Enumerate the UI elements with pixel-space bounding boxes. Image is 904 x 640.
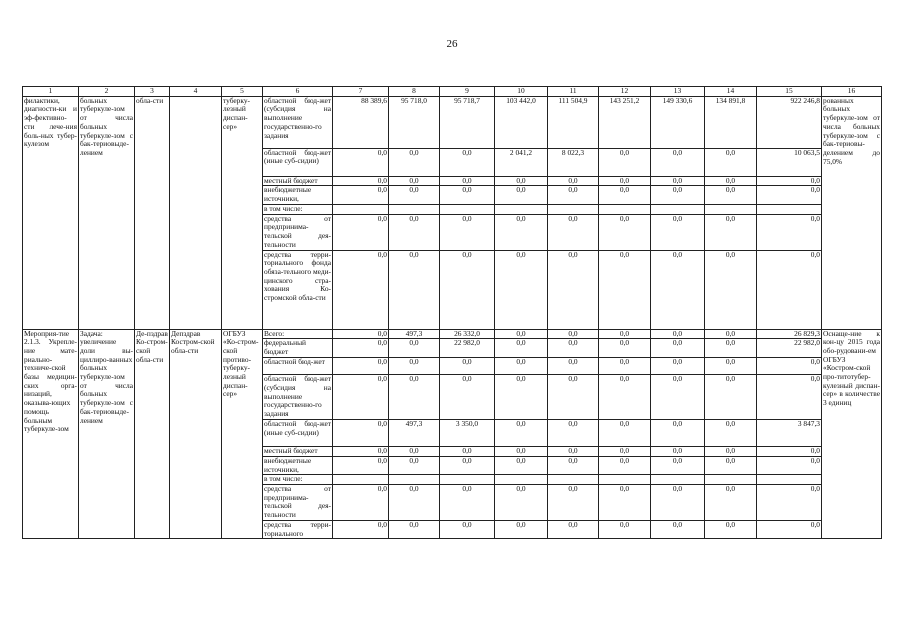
value-cell: 0,0 [599,250,651,329]
funding-source-label: внебюджетные источники, [263,186,333,204]
value-cell: 0,0 [757,447,822,457]
column-header: 6 [263,87,333,97]
value-cell: 26 829,3 [757,329,822,339]
value-cell [757,475,822,485]
funding-source-label: средства от предпринима-тельской дея-тельности [264,484,331,520]
value-cell: 0,0 [495,447,548,457]
value-cell: 95 718,7 [440,96,495,148]
value-cell: 0,0 [389,521,440,539]
cell-c3: Де-пздрав Ко-стром-ской обла-сти [135,329,170,539]
column-header: 14 [705,87,757,97]
value-cell: 0,0 [548,339,599,358]
column-header: 15 [757,87,822,97]
funding-source-label: внебюджетные источники, [263,456,333,474]
value-cell: 0,0 [757,521,822,539]
value-cell: 0,0 [333,339,389,358]
value-cell: 0,0 [548,358,599,375]
value-cell: 3 350,0 [440,420,495,447]
value-cell: 0,0 [333,329,389,339]
value-cell: 0,0 [757,456,822,474]
value-cell: 0,0 [651,447,705,457]
value-cell: 2 041,2 [495,148,548,176]
value-cell: 0,0 [651,358,705,375]
value-cell: 0,0 [651,329,705,339]
value-cell: 0,0 [548,214,599,250]
value-cell: 0,0 [389,186,440,204]
value-cell: 0,0 [495,485,548,521]
value-cell: 0,0 [599,375,651,420]
value-cell: 0,0 [651,148,705,176]
value-cell: 922 246,8 [757,96,822,148]
funding-source-label: областной бюд-жет [263,358,333,375]
funding-source-label: местный бюджет [263,176,333,186]
value-cell [333,475,389,485]
table-row [23,96,882,148]
value-cell: 0,0 [495,214,548,250]
value-cell: 0,0 [651,339,705,358]
cell-c5: туберку-лезный диспан-сер» [222,96,263,329]
value-cell: 3 847,3 [757,420,822,447]
value-cell: 0,0 [651,420,705,447]
value-cell: 0,0 [705,176,757,186]
value-cell: 0,0 [495,186,548,204]
value-cell: 0,0 [599,447,651,457]
value-cell [548,475,599,485]
value-cell: 0,0 [333,447,389,457]
cell-c3: обла-сти [135,96,170,329]
value-cell: 0,0 [548,447,599,457]
cell-c1: филактики, диагности-ки и эф-фективно-сти лече-ния боль-ных тубер-кулезом [23,96,79,329]
value-cell: 0,0 [757,358,822,375]
value-cell [651,475,705,485]
value-cell: 0,0 [599,186,651,204]
value-cell: 0,0 [705,358,757,375]
value-cell: 0,0 [389,339,440,358]
value-cell: 0,0 [333,250,389,329]
value-cell: 0,0 [757,375,822,420]
value-cell: 0,0 [548,420,599,447]
value-cell: 0,0 [599,485,651,521]
table-body [23,87,882,539]
value-cell: 0,0 [705,186,757,204]
value-cell [440,204,495,214]
value-cell: 0,0 [495,250,548,329]
value-cell: 0,0 [389,176,440,186]
value-cell: 22 982,0 [757,339,822,358]
value-cell: 26 332,0 [440,329,495,339]
funding-source-label: средства терри-ториального [264,520,331,538]
value-cell: 0,0 [333,148,389,176]
value-cell: 0,0 [495,176,548,186]
value-cell: 0,0 [440,447,495,457]
value-cell: 0,0 [599,329,651,339]
value-cell: 0,0 [757,176,822,186]
page-number: 26 [446,38,458,50]
value-cell: 0,0 [705,447,757,457]
value-cell: 0,0 [757,250,822,329]
funding-source-label: областной бюд-жет (иные суб-сидии) [263,148,333,176]
value-cell: 0,0 [333,375,389,420]
value-cell: 0,0 [495,375,548,420]
value-cell: 0,0 [389,250,440,329]
column-header: 12 [599,87,651,97]
funding-source-label: федеральный бюджет [263,339,333,358]
value-cell [599,204,651,214]
value-cell [389,204,440,214]
value-cell: 0,0 [389,148,440,176]
funding-source-label: областной бюд-жет (иные суб-сидии) [263,420,333,447]
value-cell: 0,0 [705,329,757,339]
value-cell: 0,0 [651,521,705,539]
column-header: 2 [79,87,135,97]
value-cell: 0,0 [705,148,757,176]
column-header: 8 [389,87,440,97]
value-cell [599,475,651,485]
value-cell [495,475,548,485]
value-cell: 0,0 [495,358,548,375]
cell-c16: Оснаще-ние к кон-цу 2015 года обо-рудовани-ем ОГБУЗ «Костром-ской про-титотубер-кулезный диспан-сер» в количестве 3 единиц [822,329,882,539]
value-cell: 0,0 [599,456,651,474]
header-row [23,87,882,97]
value-cell: 0,0 [599,148,651,176]
funding-source-label: средства от предпринима-тельской дея-тельности [264,214,331,249]
value-cell: 0,0 [548,485,599,521]
value-cell: 0,0 [757,186,822,204]
value-cell: 103 442,0 [495,96,548,148]
value-cell: 0,0 [599,420,651,447]
value-cell: 0,0 [599,176,651,186]
value-cell: 0,0 [705,339,757,358]
value-cell: 0,0 [599,214,651,250]
value-cell: 0,0 [389,485,440,521]
value-cell: 0,0 [705,420,757,447]
column-header: 4 [170,87,222,97]
value-cell: 0,0 [333,186,389,204]
value-cell: 0,0 [440,186,495,204]
value-cell: 0,0 [757,214,822,250]
value-cell [440,475,495,485]
budget-table [22,86,882,539]
value-cell [389,475,440,485]
value-cell [651,204,705,214]
cell-c1: Мероприя-тие 2.1.3. Укрепле-ние мате-риально-техниче-ской базы медицин-ских орга-низаций, оказыва-ющих помощь больным туберкуле-зом [23,329,79,539]
value-cell: 0,0 [389,358,440,375]
value-cell: 0,0 [651,176,705,186]
column-header: 5 [222,87,263,97]
value-cell: 10 063,5 [757,148,822,176]
value-cell: 0,0 [333,358,389,375]
value-cell: 0,0 [333,176,389,186]
value-cell: 0,0 [495,456,548,474]
value-cell: 0,0 [440,521,495,539]
value-cell: 0,0 [495,339,548,358]
value-cell: 0,0 [705,250,757,329]
value-cell: 0,0 [495,329,548,339]
value-cell: 0,0 [548,521,599,539]
value-cell: 0,0 [548,250,599,329]
value-cell [495,204,548,214]
value-cell: 95 718,0 [389,96,440,148]
value-cell [333,204,389,214]
value-cell: 0,0 [757,485,822,521]
value-cell: 0,0 [440,485,495,521]
value-cell: 143 251,2 [599,96,651,148]
cell-c2: больных туберкуле-зом от числа больных туберкуле-зом с бак-териовыде-лением [79,96,135,329]
value-cell: 0,0 [389,214,440,250]
value-cell: 0,0 [548,176,599,186]
funding-source-label: средства терри-ториального фонда обяза-тельного меди-цинского стра-хования Ко-стромской обла-сти [263,250,333,329]
value-cell: 0,0 [333,420,389,447]
value-cell: 0,0 [599,339,651,358]
value-cell: 0,0 [440,214,495,250]
cell-c4: Депздрав Костром-ской обла-сти [170,329,222,539]
value-cell [705,475,757,485]
value-cell: 8 022,3 [548,148,599,176]
value-cell: 0,0 [651,485,705,521]
funding-source-label: областной бюд-жет (субсидия на выполнение государственно-го задания [263,96,333,148]
value-cell: 134 891,8 [705,96,757,148]
value-cell: 0,0 [389,456,440,474]
value-cell: 0,0 [333,214,389,250]
value-cell: 0,0 [495,420,548,447]
value-cell: 0,0 [705,485,757,521]
value-cell [705,204,757,214]
value-cell: 0,0 [599,358,651,375]
column-header: 11 [548,87,599,97]
value-cell: 0,0 [389,375,440,420]
value-cell: 497,3 [389,329,440,339]
value-cell: 0,0 [651,456,705,474]
value-cell: 0,0 [548,186,599,204]
funding-source-label: в том числе: [263,475,333,485]
value-cell: 0,0 [495,521,548,539]
value-cell: 149 330,6 [651,96,705,148]
value-cell: 0,0 [548,329,599,339]
funding-source-label: областной бюд-жет (субсидия на выполнение государственно-го задания [264,374,331,419]
value-cell: 88 389,6 [333,96,389,148]
value-cell: 0,0 [548,456,599,474]
column-header: 10 [495,87,548,97]
value-cell: 0,0 [440,250,495,329]
value-cell: 111 504,9 [548,96,599,148]
value-cell: 0,0 [651,214,705,250]
value-cell [757,204,822,214]
value-cell: 0,0 [705,521,757,539]
cell-c4 [170,96,222,329]
value-cell: 0,0 [705,214,757,250]
value-cell: 0,0 [651,250,705,329]
value-cell: 0,0 [599,521,651,539]
column-header: 16 [822,87,882,97]
value-cell: 497,3 [389,420,440,447]
value-cell: 0,0 [651,186,705,204]
value-cell: 0,0 [440,456,495,474]
value-cell: 0,0 [333,521,389,539]
value-cell: 0,0 [389,447,440,457]
funding-source-label: местный бюджет [263,447,333,457]
column-header: 9 [440,87,495,97]
column-header: 1 [23,87,79,97]
value-cell: 0,0 [705,375,757,420]
value-cell: 0,0 [651,375,705,420]
funding-source-label: Всего: [263,329,333,339]
value-cell [548,204,599,214]
value-cell: 22 982,0 [440,339,495,358]
table-row [23,329,882,339]
value-cell: 0,0 [705,456,757,474]
column-header: 7 [333,87,389,97]
value-cell: 0,0 [333,485,389,521]
funding-source-label: в том числе: [263,204,333,214]
value-cell: 0,0 [548,375,599,420]
cell-c2: Задача: увеличение доли вы-циллиро-ванных больных туберкуле-зом от числа больных туберкуле-зом с бак-териовыде-лением [79,329,135,539]
column-header: 3 [135,87,170,97]
value-cell: 0,0 [440,176,495,186]
value-cell: 0,0 [440,358,495,375]
cell-c5: ОГБУЗ «Ко-стром-ской противо-туберку-лезный диспан-сер» [222,329,263,539]
value-cell: 0,0 [440,148,495,176]
value-cell: 0,0 [440,375,495,420]
value-cell: 0,0 [333,456,389,474]
column-header: 13 [651,87,705,97]
cell-c16: рованных больных туберкуле-зом от числа больных туберкуле-зом с бак-териовы-делением до 75,0% [822,96,882,329]
